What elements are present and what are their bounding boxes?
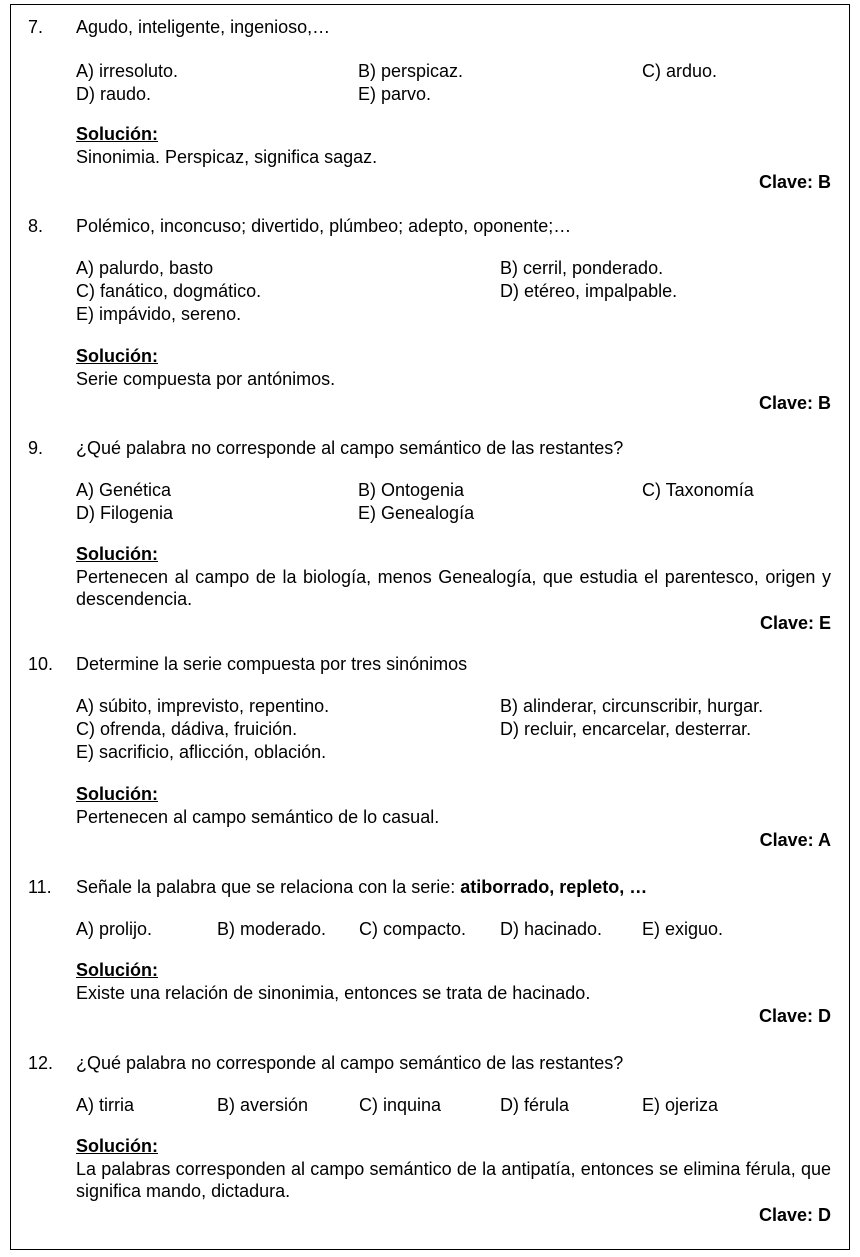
option-d: D) etéreo, impalpable. — [500, 281, 678, 301]
answer-key: Clave: B — [758, 393, 831, 413]
question-stem: ¿Qué palabra no corresponde al campo semántico de las restantes? — [76, 1053, 624, 1073]
option-c: C) Taxonomía — [642, 480, 754, 500]
solution-text: Sinonimia. Perspicaz, significa sagaz. — [76, 147, 378, 167]
solution-text: Pertenecen al campo de la biología, menos Genealogía, que estudia el parentesco, origen y descendencia. — [76, 567, 831, 609]
option-b: B) cerril, ponderado. — [500, 258, 664, 278]
option-b: B) Ontogenia — [358, 480, 465, 500]
option-e: E) parvo. — [358, 84, 432, 104]
solution-text: Serie compuesta por antónimos. — [76, 369, 336, 389]
option-a: A) tirria — [76, 1095, 134, 1115]
question-stem-series: atiborrado, repleto, … — [460, 877, 648, 897]
option-b: B) aversión — [217, 1095, 309, 1115]
answer-key: Clave: D — [758, 1205, 831, 1225]
answer-key: Clave: E — [759, 613, 831, 633]
answer-key: Clave: A — [759, 830, 831, 850]
option-b: B) moderado. — [217, 919, 327, 939]
question-number: 10. — [28, 654, 54, 674]
option-a: A) palurdo, basto — [76, 258, 214, 278]
answer-key: Clave: D — [758, 1006, 831, 1026]
solution-text: La palabras corresponden al campo semántico de la antipatía, entonces se elimina férula, que significa mando, dictadura. — [76, 1159, 831, 1201]
question-stem-text: Señale la palabra que se relaciona con la serie: — [76, 877, 461, 897]
question-number: 11. — [28, 877, 52, 897]
option-e: E) ojeriza — [642, 1095, 719, 1115]
option-e: E) impávido, sereno. — [76, 304, 242, 324]
option-e: E) sacrificio, aflicción, oblación. — [76, 742, 327, 762]
question-stem — [76, 876, 647, 898]
option-d: D) raudo. — [76, 84, 152, 104]
question-number: 9. — [28, 438, 44, 458]
solution-heading: Solución: — [76, 124, 158, 144]
option-a: A) prolijo. — [76, 919, 153, 939]
option-d: D) hacinado. — [500, 919, 603, 939]
solution-heading: Solución: — [76, 544, 158, 564]
option-e: E) exiguo. — [642, 919, 724, 939]
solution-heading: Solución: — [76, 1136, 158, 1156]
option-c: C) ofrenda, dádiva, fruición. — [76, 719, 298, 739]
option-c: C) compacto. — [359, 919, 467, 939]
option-c: C) inquina — [359, 1095, 442, 1115]
option-a: A) Genética — [76, 480, 172, 500]
solution-heading: Solución: — [76, 346, 158, 366]
question-stem: Determine la serie compuesta por tres sinónimos — [76, 654, 468, 674]
question-stem: Polémico, inconcuso; divertido, plúmbeo; adepto, oponente;… — [76, 216, 572, 236]
question-stem: Agudo, inteligente, ingenioso,… — [76, 17, 331, 37]
option-b: B) alinderar, circunscribir, hurgar. — [500, 696, 764, 716]
question-number: 8. — [28, 216, 44, 236]
option-c: C) arduo. — [642, 61, 718, 81]
option-e: E) Genealogía — [358, 503, 475, 523]
option-d: D) Filogenia — [76, 503, 174, 523]
solution-text: Pertenecen al campo semántico de lo casual. — [76, 807, 440, 827]
question-number: 7. — [28, 17, 44, 37]
question-stem: ¿Qué palabra no corresponde al campo semántico de las restantes? — [76, 438, 624, 458]
solution-heading: Solución: — [76, 960, 158, 980]
solution-text: Existe una relación de sinonimia, entonces se trata de hacinado. — [76, 983, 591, 1003]
option-a: A) súbito, imprevisto, repentino. — [76, 696, 330, 716]
question-number: 12. — [28, 1053, 54, 1073]
option-d: D) férula — [500, 1095, 570, 1115]
option-a: A) irresoluto. — [76, 61, 179, 81]
answer-key: Clave: B — [758, 172, 831, 192]
option-d: D) recluir, encarcelar, desterrar. — [500, 719, 752, 739]
option-b: B) perspicaz. — [358, 61, 464, 81]
solution-heading: Solución: — [76, 784, 158, 804]
option-c: C) fanático, dogmático. — [76, 281, 262, 301]
